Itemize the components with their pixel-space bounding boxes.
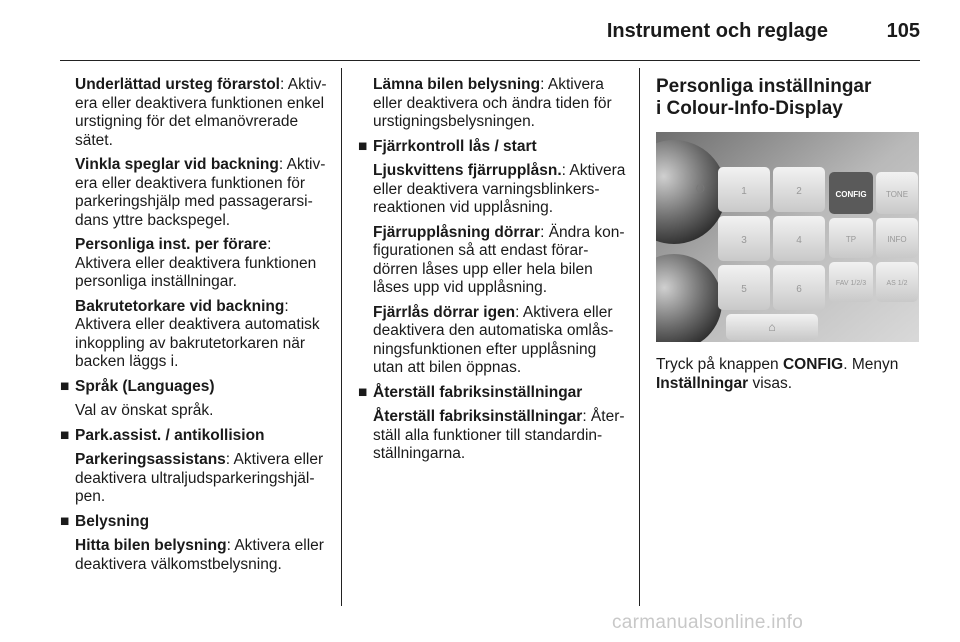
bullet-heading: ■ Språk (Languages) (60, 377, 215, 395)
svg-text:4: 4 (796, 235, 802, 246)
setting-item: Personliga inst. per förare: Aktivera eller deaktivera funktionen personliga inställningar. (75, 236, 317, 290)
bullet-heading: ■ Belysning (60, 512, 150, 530)
page-number: 105 (886, 20, 920, 42)
column-1 (60, 76, 328, 580)
svg-text:2: 2 (796, 186, 802, 197)
svg-text:⏻: ⏻ (696, 182, 705, 195)
svg-text:TONE: TONE (885, 190, 909, 199)
svg-text:3: 3 (741, 235, 747, 246)
setting-item: Fjärrlås dörrar igen: Aktivera eller deaktivera den automatiska omlåsningsfunktionen efter upplåsning utan att bilen öppnas. (373, 303, 614, 376)
svg-text:5: 5 (741, 284, 747, 295)
section-title: Instrument och reglage (606, 20, 828, 42)
bullet-heading: ■ Park.assist. / antikollision (60, 426, 265, 444)
setting-item: Ljuskvittens fjärrupplåsn.: Aktivera eller deaktivera varningsblinkersreaktionen vid upplåsning. (373, 162, 626, 216)
bullet-heading: ■ Återställ fabriksinställningar (358, 383, 583, 401)
photo-caption: Tryck på knappen CONFIG. Menyn Inställningar visas. (656, 356, 899, 392)
watermark: carmanualsonline.info (612, 612, 804, 633)
setting-item: Parkeringsassistans: Aktivera eller deaktivera ultraljudsparkeringshjälpen. (75, 451, 324, 505)
setting-item: Fjärrupplåsning dörrar: Ändra konfigurationen så att endast förardörren låses upp eller hela bilen låses upp vid upplåsning. (373, 223, 625, 296)
svg-text:1: 1 (741, 186, 747, 197)
setting-item: Lämna bilen belysning: Aktivera eller deaktivera och ändra tiden för urstigningsbelysningen. (373, 76, 612, 130)
column-3 (656, 76, 926, 399)
svg-text:⌂: ⌂ (768, 320, 776, 334)
setting-item: Bakrutetorkare vid backning: Aktivera eller deaktivera automatisk inkoppling av bakrutetorkaren när backen läggs i. (75, 297, 320, 370)
svg-text:TP: TP (845, 235, 857, 244)
svg-text:AS 1/2: AS 1/2 (886, 280, 908, 287)
svg-text:6: 6 (796, 284, 802, 295)
page-header (60, 0, 920, 61)
column-2 (358, 76, 628, 470)
setting-item: Val av önskat språk. (75, 402, 214, 419)
setting-item: Hitta bilen belysning: Aktivera eller deaktivera välkomstbelysning. (75, 537, 324, 573)
bullet-heading: ■ Fjärrkontroll lås / start (358, 137, 537, 155)
section-heading: Personliga inställningar i Colour-Info-Display (656, 76, 872, 119)
setting-item: Vinkla speglar vid backning: Aktivera eller deaktivera funktionen för parkeringshjälp med passagerarsidans yttre backspegel. (75, 156, 326, 229)
svg-text:INFO: INFO (887, 235, 907, 244)
config-button-photo (656, 132, 919, 342)
svg-text:FAV 1/2/3: FAV 1/2/3 (835, 280, 867, 287)
svg-text:CONFIG: CONFIG (835, 190, 867, 199)
setting-item: Återställ fabriksinställningar: Återställ alla funktioner till standardinställningarna. (373, 408, 625, 462)
column-separator (341, 68, 342, 606)
column-separator (639, 68, 640, 606)
setting-item: Underlättad ursteg förarstol: Aktivera eller deaktivera funktionen enkel urstigning för det elmanövrerade sätet. (75, 76, 327, 149)
